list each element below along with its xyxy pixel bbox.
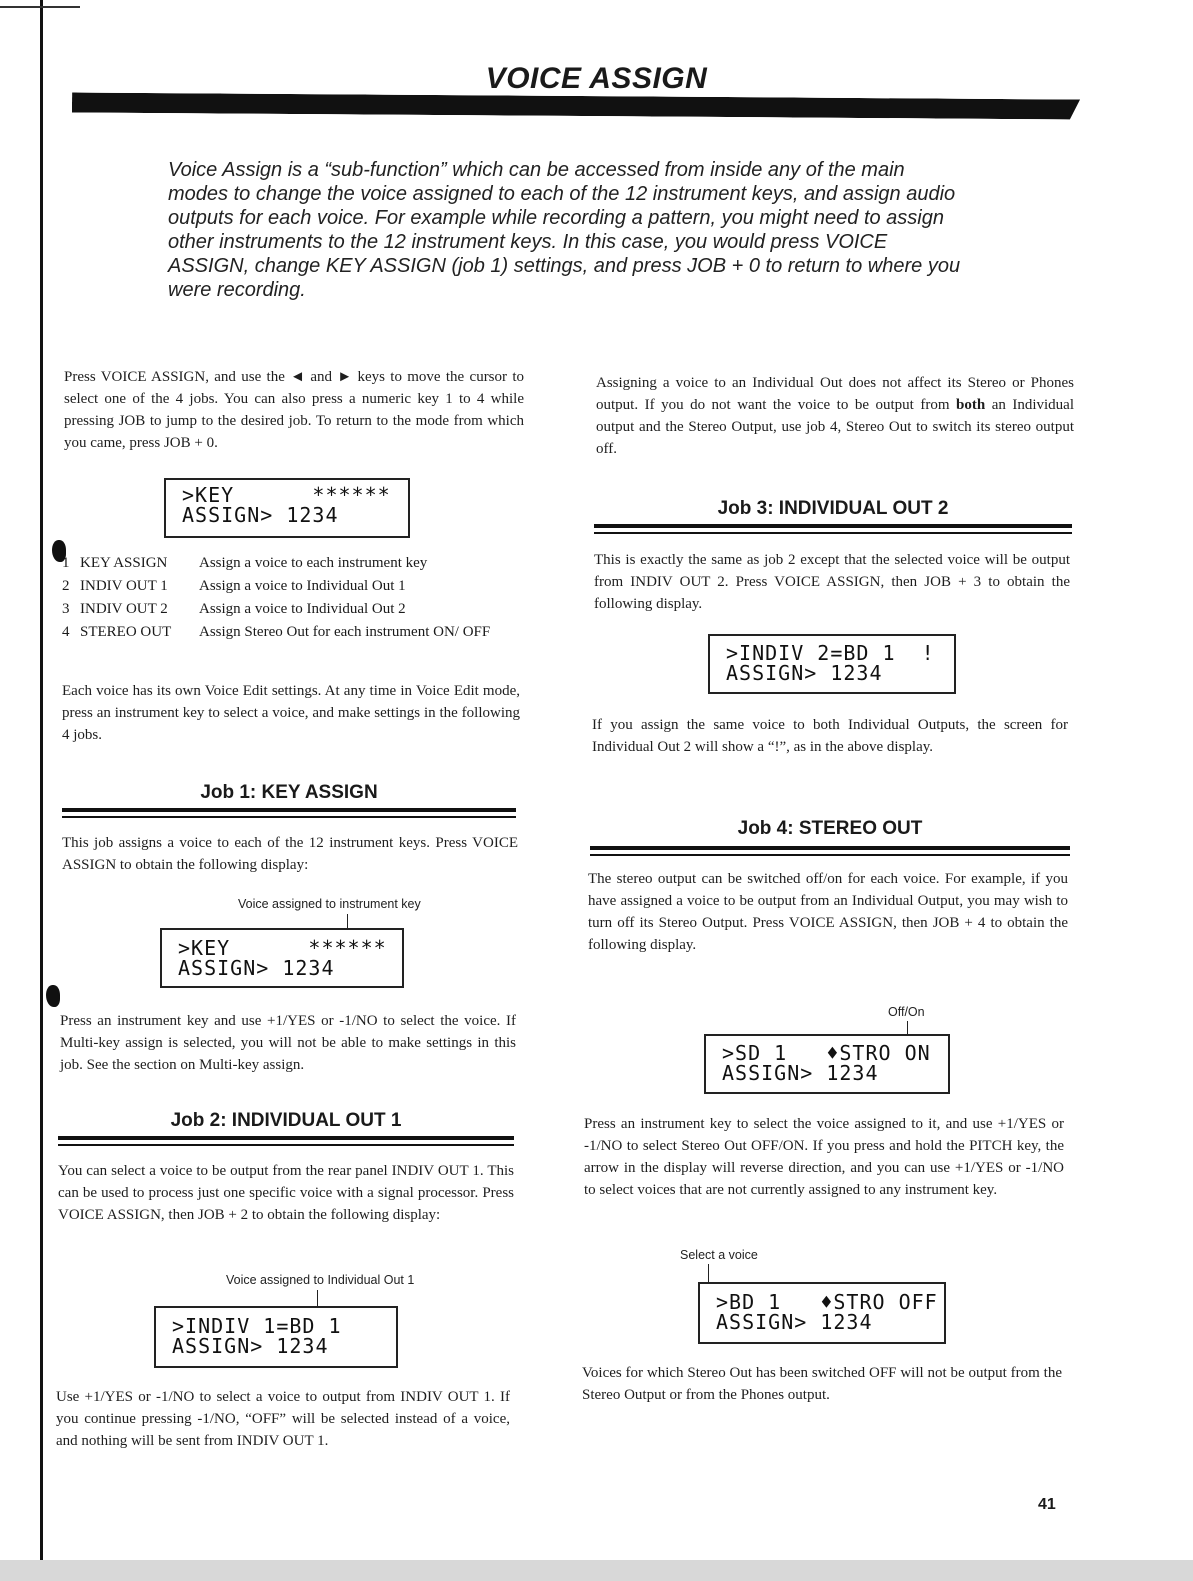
lcd-line-2: ASSIGN> 1234: [726, 661, 883, 685]
heading-rule-thick: [62, 808, 516, 812]
heading-rule-thin: [62, 816, 516, 818]
job4-display-caption-select-voice: Select a voice: [680, 1248, 758, 1262]
job4-paragraph-3: Voices for which Stereo Out has been switched OFF will not be output from the Stereo Output or from the Phones output.: [582, 1365, 1062, 1403]
job4-paragraph-1: The stereo output can be switched off/on for each voice. For example, if you have assigned a voice to be output from an Individual Output, you may wish to turn off its Stereo Output. Press VOICE ASSIGN, then JOB + 4 to obtain the following display.: [588, 871, 1068, 953]
job-name: INDIV OUT 1: [80, 578, 168, 594]
heading-rule-thick: [590, 846, 1070, 850]
job2-heading: Job 2: INDIVIDUAL OUT 1: [170, 1110, 402, 1131]
job-description: Assign a voice to Individual Out 1: [199, 578, 406, 594]
lcd-display-key-assign: [160, 928, 404, 988]
lcd-line-1: >BD 1 ♦STRO OFF: [716, 1290, 938, 1314]
page-title: VOICE ASSIGN: [485, 62, 708, 95]
job1-paragraph-2: Press an instrument key and use +1/YES or -1/NO to select the voice. If Multi-key assign is selected, you will not be able to make settings in this job. See the section on Multi-key assign.: [60, 1013, 516, 1073]
job3-paragraph-2: If you assign the same voice to both Individual Outputs, the screen for Individual Out 2 will show a “!”, as in the above display.: [592, 717, 1068, 755]
lcd-line-2: ASSIGN> 1234: [178, 956, 335, 980]
job3-heading: Job 3: INDIVIDUAL OUT 2: [717, 498, 949, 519]
job2-display-caption: Voice assigned to Individual Out 1: [226, 1273, 415, 1287]
lcd-display-indiv-out-2: [708, 634, 956, 694]
job1-paragraph-1: This job assigns a voice to each of the 12 instrument keys. Press VOICE ASSIGN to obtain the following display:: [62, 835, 518, 873]
job-description: Assign Stereo Out for each instrument ON/ OFF: [199, 624, 491, 640]
lcd-line-2: ASSIGN> 1234: [182, 503, 339, 527]
left-paragraph-1: Press VOICE ASSIGN, and use the ◄ and ► keys to move the cursor to select one of the 4 jobs. You can also press a numeric key 1 to 4 while pressing JOB to jump to the desired job. To return to the mode from which you came, press JOB + 0.: [64, 369, 524, 451]
heading-rule-thick: [594, 524, 1072, 528]
binding-edge: [0, 0, 43, 1581]
list-item: [62, 621, 532, 667]
intro-paragraph: Voice Assign is a “sub-function” which can be accessed from inside any of the main modes to change the voice assigned to each of the 12 instrument keys, and assign audio outputs for each voice. For example while recording a pattern, you might need to assign other instruments to the 12 instrument keys. In this case, you would press VOICE ASSIGN, change KEY ASSIGN (job 1) settings, and press JOB + 0 to return to where you were recording.: [168, 159, 961, 301]
list-item: [62, 598, 532, 621]
job-name: KEY ASSIGN: [80, 555, 168, 571]
list-item: [62, 575, 532, 598]
heading-rule-thick: [58, 1136, 514, 1140]
right-paragraph-1: [596, 372, 1074, 460]
lcd-line-2: ASSIGN> 1234: [716, 1310, 873, 1334]
lcd-line-1: >KEY ******: [178, 936, 387, 960]
margin-mark: [46, 985, 60, 1007]
job-number: 3: [62, 601, 70, 617]
lcd-line-1: >INDIV 1=BD 1: [172, 1314, 342, 1338]
lcd-display-indiv-out-1: [154, 1306, 398, 1368]
job-description: Assign a voice to each instrument key: [199, 555, 428, 571]
lcd-display-stereo-off: [698, 1282, 946, 1344]
job2-paragraph-1: You can select a voice to be output from the rear panel INDIV OUT 1. This can be used to process just one specific voice with a signal processor. Press VOICE ASSIGN, then JOB + 2 to obtain the following display:: [58, 1163, 514, 1223]
lcd-line-1: >KEY ******: [182, 483, 391, 507]
list-item: [62, 552, 532, 575]
lcd-display-jobs: [164, 478, 410, 538]
lcd-display-stereo-on: [704, 1034, 950, 1094]
job-number: 2: [62, 578, 70, 594]
job-description: Assign a voice to Individual Out 2: [199, 601, 406, 617]
lcd-line-2: ASSIGN> 1234: [722, 1061, 879, 1085]
emphasis-both: both: [956, 397, 986, 413]
right-paragraph-1-end: an Individual output and the Stereo Output, use job 4, Stereo Out to switch its stereo output off.: [596, 397, 1074, 457]
title-bar: [72, 92, 1080, 119]
job1-display-caption: Voice assigned to instrument key: [238, 897, 421, 911]
job-number: 1: [62, 555, 70, 571]
job3-paragraph-1: This is exactly the same as job 2 except that the selected voice will be output from INDIV OUT 2. Press VOICE ASSIGN, then JOB + 3 to obtain the following display.: [594, 552, 1070, 612]
job4-paragraph-2: Press an instrument key to select the voice assigned to it, and use +1/YES or -1/NO to select Stereo Out OFF/ON. If you press and hold the PITCH key, the arrow in the display will reverse direction, and you can use +1/YES or -1/NO to select voices that are not currently assigned to any instrument key.: [584, 1116, 1064, 1198]
job-number: 4: [62, 624, 70, 640]
lcd-line-2: ASSIGN> 1234: [172, 1334, 329, 1358]
heading-rule-thin: [58, 1144, 514, 1146]
job2-paragraph-2: Use +1/YES or -1/NO to select a voice to output from INDIV OUT 1. If you continue pressing -1/NO, “OFF” will be selected instead of a voice, and nothing will be sent from INDIV OUT 1.: [56, 1389, 510, 1449]
lcd-line-1: >INDIV 2=BD 1 !: [726, 641, 935, 665]
heading-rule-thin: [590, 854, 1070, 856]
right-paragraph-1-start: Assigning a voice to an Individual Out does not affect its Stereo or Phones output. If you do not want the voice to be output from: [596, 375, 1074, 413]
lcd-line-1: >SD 1 ♦STRO ON: [722, 1041, 931, 1065]
job4-heading: Job 4: STEREO OUT: [737, 818, 923, 839]
job-name: INDIV OUT 2: [80, 601, 168, 617]
left-paragraph-2: Each voice has its own Voice Edit settings. At any time in Voice Edit mode, press an instrument key to select a voice, and make settings in the following 4 jobs.: [62, 683, 520, 743]
heading-rule-thin: [594, 532, 1072, 534]
job-name: STEREO OUT: [80, 624, 172, 640]
page-number: 41: [1038, 1496, 1056, 1513]
job-list: [62, 552, 532, 672]
job4-display-caption-off-on: Off/On: [888, 1005, 925, 1019]
job1-heading: Job 1: KEY ASSIGN: [200, 782, 378, 803]
scan-bottom-shadow: [0, 1560, 1193, 1581]
scan-edge-mark: [0, 0, 80, 8]
